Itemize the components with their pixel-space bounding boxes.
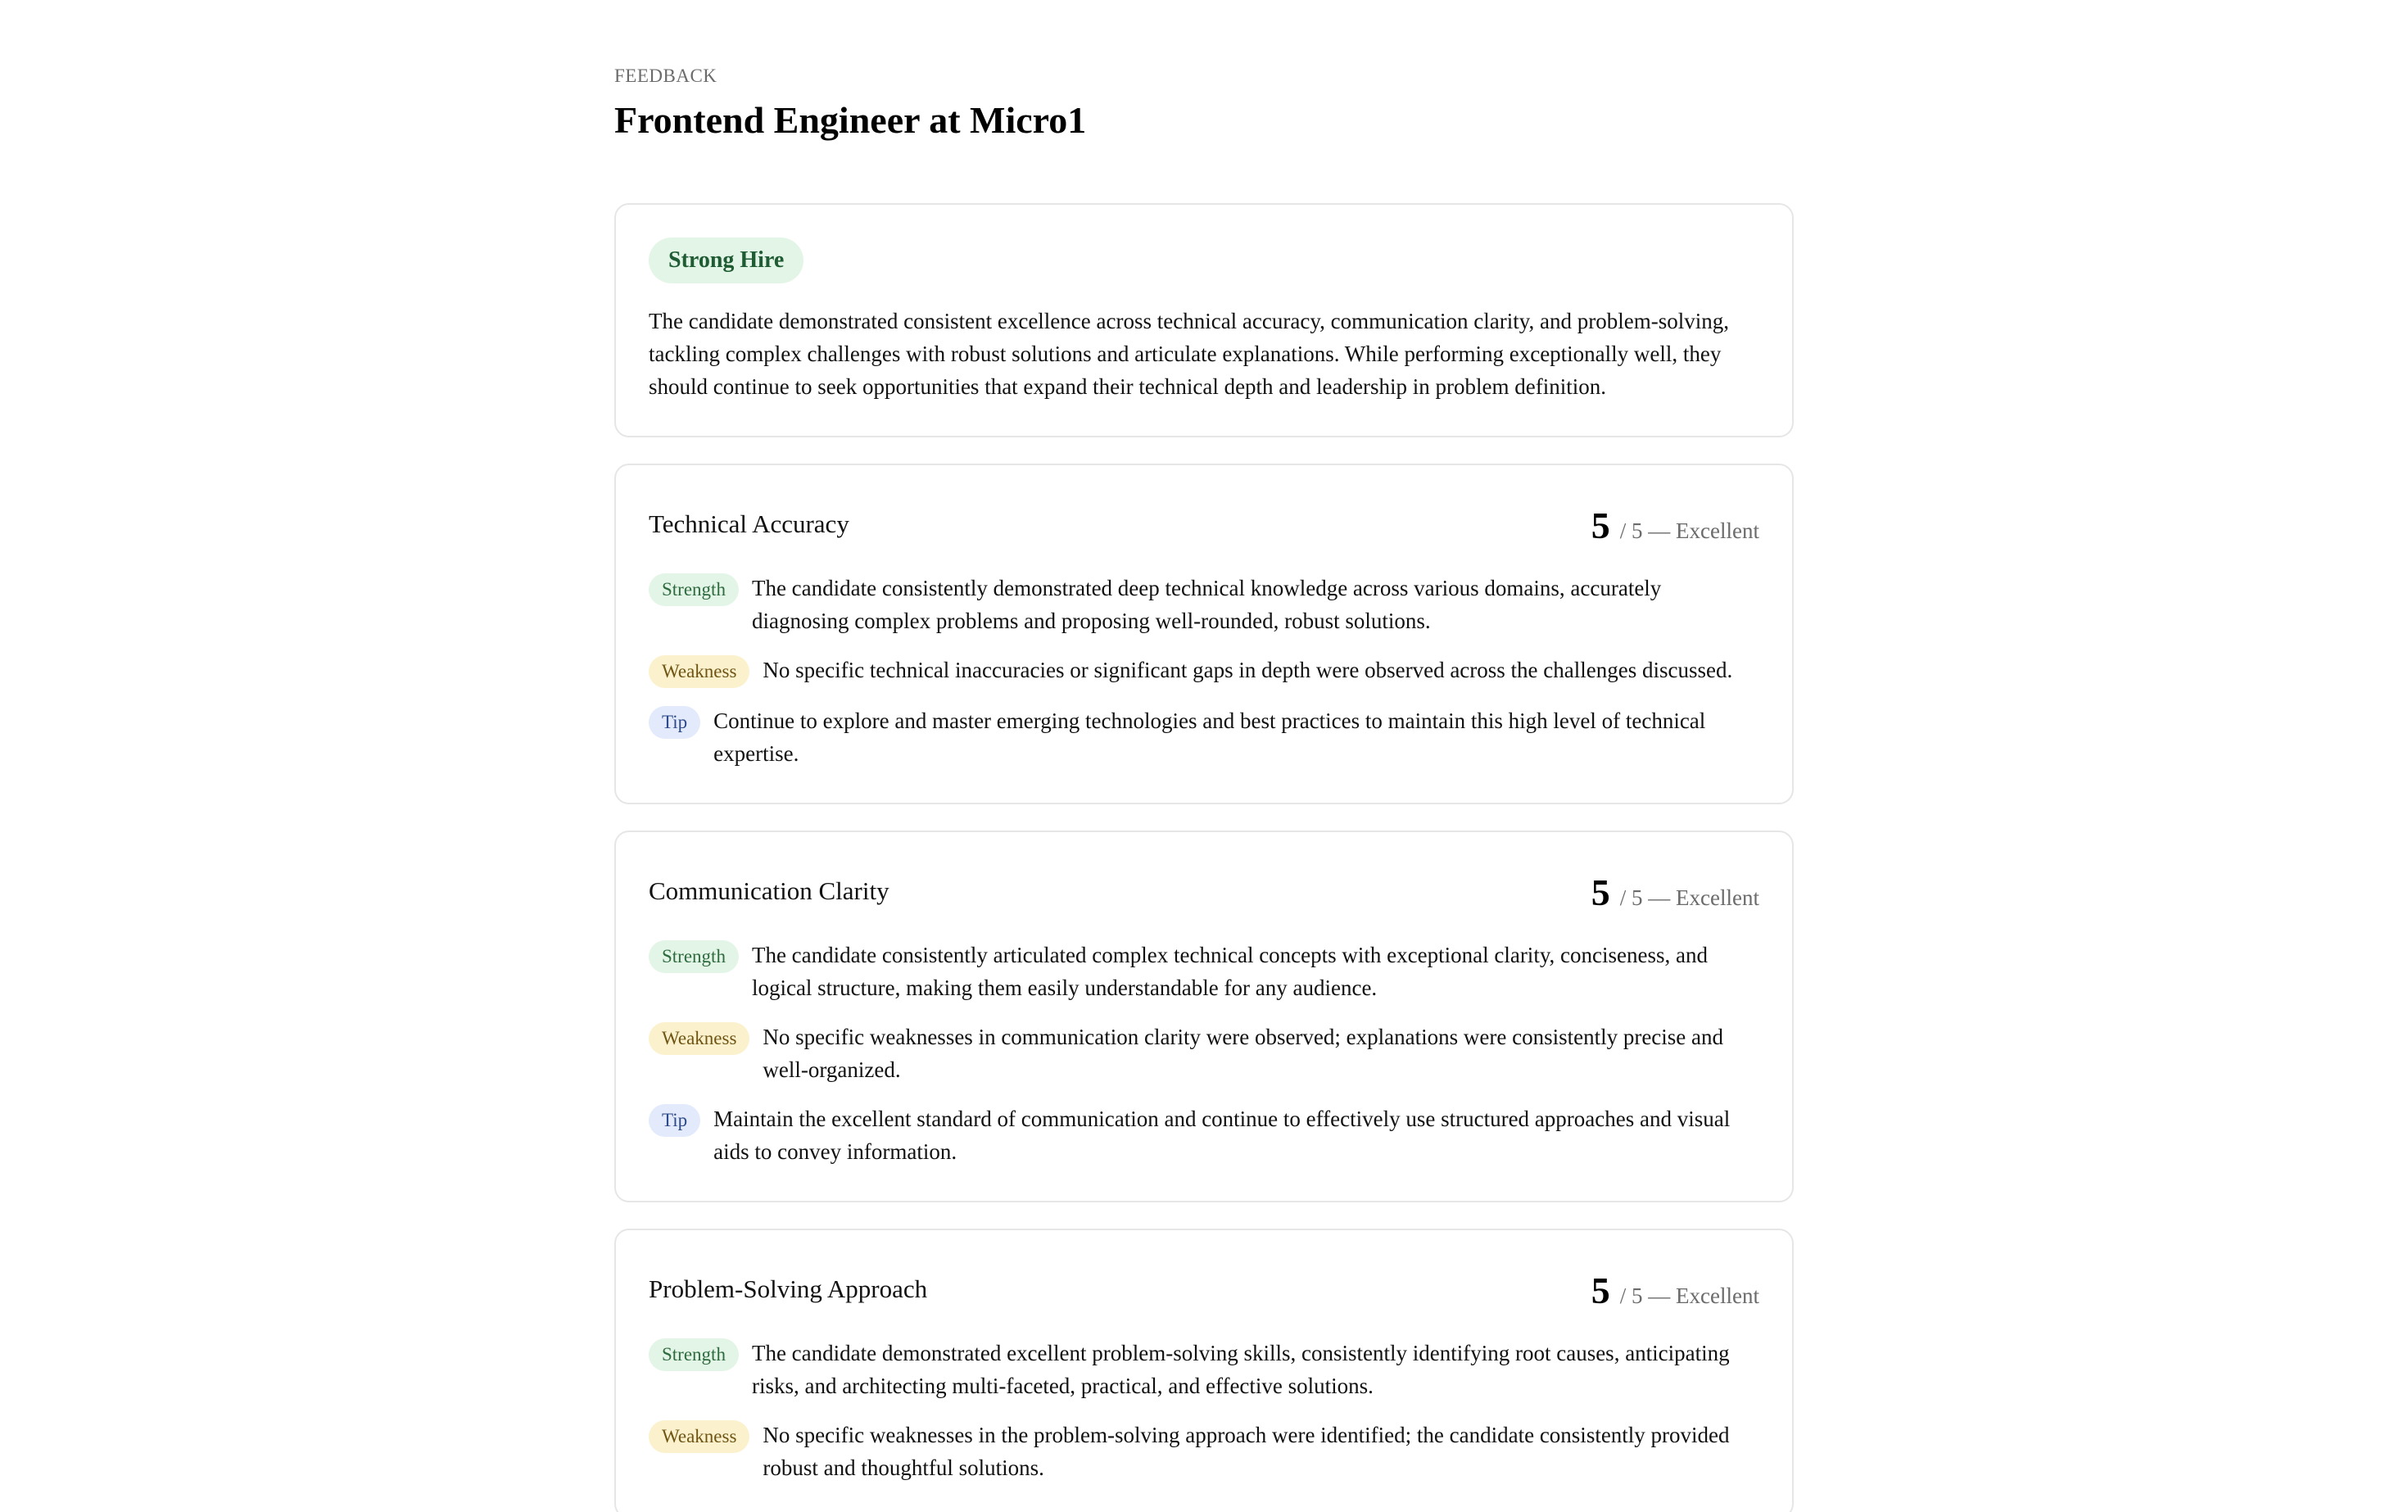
criterion-score [1591, 1270, 1759, 1312]
criterion-score [1591, 505, 1759, 547]
tip-tag: Tip [649, 1104, 700, 1137]
strength-tag: Strength [649, 573, 739, 606]
strength-item [649, 1337, 1759, 1402]
weakness-text: No specific weaknesses in the problem-solving approach were identified; the candidate consistently provided robust and thoughtful solutions. [763, 1423, 1730, 1480]
feedback-items [649, 572, 1759, 770]
tip-tag: Tip [649, 706, 700, 739]
weakness-tag: Weakness [649, 1022, 749, 1055]
score-value: 5 [1591, 1270, 1610, 1311]
score-value: 5 [1591, 871, 1610, 913]
score-scale: / 5 — Excellent [1619, 518, 1759, 543]
tip-item [649, 704, 1759, 770]
feedback-page [614, 0, 1794, 1512]
page-eyebrow: FEEDBACK [614, 66, 717, 86]
page-title: Frontend Engineer at Micro1 [614, 99, 1087, 141]
criterion-card-technical-accuracy [614, 464, 1794, 804]
score-value: 5 [1591, 505, 1610, 546]
strength-text: The candidate demonstrated excellent problem-solving skills, consistently identifying root causes, anticipating risks, and architecting multi-faceted, practical, and effective solutions. [751, 1341, 1730, 1398]
criterion-name: Problem-Solving Approach [649, 1274, 928, 1303]
criterion-score [1591, 871, 1759, 914]
tip-text: Maintain the excellent standard of communication and continue to effectively use structured approaches and visual aids to convey information. [713, 1107, 1731, 1164]
weakness-text: No specific technical inaccuracies or significant gaps in depth were observed across the challenges discussed. [763, 658, 1733, 682]
criterion-header [649, 501, 1759, 547]
criterion-card-communication-clarity [614, 831, 1794, 1202]
strength-text: The candidate consistently demonstrated deep technical knowledge across various domains, accurately diagnosing complex problems and proposing well-rounded, robust solutions. [751, 576, 1662, 633]
weakness-item [649, 1021, 1759, 1086]
tip-text: Continue to explore and master emerging technologies and best practices to maintain this high level of technical expertise. [713, 708, 1706, 766]
tip-item [649, 1102, 1759, 1168]
weakness-item [649, 654, 1759, 688]
summary-card [614, 203, 1794, 437]
strength-tag: Strength [649, 1338, 739, 1371]
criterion-header [649, 868, 1759, 914]
feedback-items [649, 939, 1759, 1168]
summary-text: The candidate demonstrated consistent excellence across technical accuracy, communication clarity, and problem-solving, tackling complex challenges with robust solutions and articulate explanations. While performing exceptionally well, they should continue to seek opportunities that expand their technical depth and leadership in problem definition. [649, 309, 1729, 399]
criterion-name: Technical Accuracy [649, 509, 849, 538]
weakness-tag: Weakness [649, 1420, 749, 1453]
verdict-badge: Strong Hire [649, 238, 803, 283]
weakness-text: No specific weaknesses in communication clarity were observed; explanations were consistently precise and well-organized. [763, 1025, 1724, 1082]
strength-item [649, 572, 1759, 637]
criterion-name: Communication Clarity [649, 876, 889, 905]
weakness-tag: Weakness [649, 655, 749, 688]
score-scale: / 5 — Excellent [1619, 885, 1759, 910]
criterion-card-problem-solving [614, 1229, 1794, 1512]
strength-text: The candidate consistently articulated complex technical concepts with exceptional clarity, conciseness, and logical structure, making them easily understandable for any audience. [751, 943, 1709, 1000]
feedback-items [649, 1337, 1759, 1484]
score-scale: / 5 — Excellent [1619, 1283, 1759, 1308]
weakness-item [649, 1419, 1759, 1484]
criterion-header [649, 1266, 1759, 1312]
strength-tag: Strength [649, 940, 739, 973]
strength-item [649, 939, 1759, 1004]
